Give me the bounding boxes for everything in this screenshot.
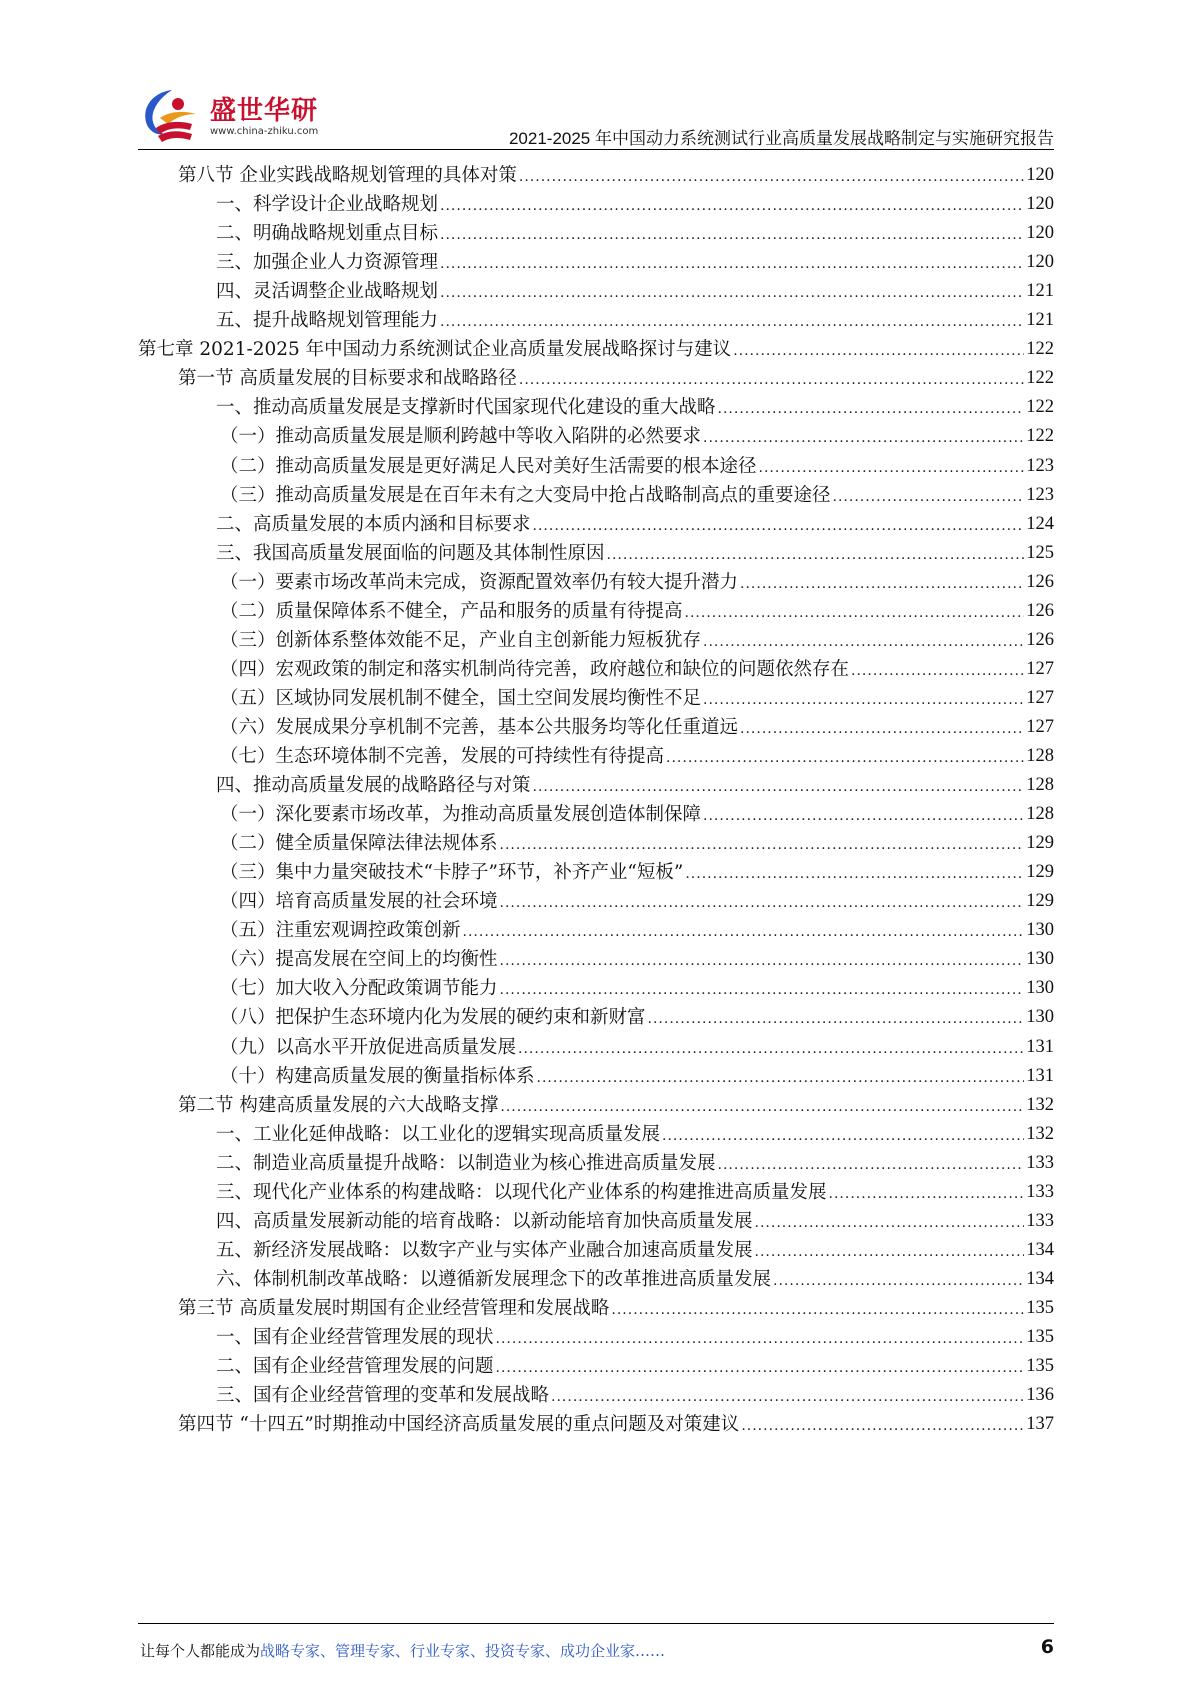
toc-leader-dots [740,712,1024,743]
toc-leader-dots [703,421,1024,452]
toc-leader-dots [703,799,1024,830]
toc-leader-dots [851,654,1024,685]
toc-entry-page: 126 [1026,571,1054,592]
toc-entry[interactable] [216,247,1054,278]
page-header [0,0,1191,150]
toc-leader-dots [440,218,1024,249]
toc-entry[interactable] [220,1061,1054,1092]
toc-entry-label: （九）以高水平开放促进高质量发展 [220,1036,517,1058]
toc-entry-label: （七）加大收入分配政策调节能力 [220,978,498,1000]
toc-entry-page: 135 [1026,1297,1054,1318]
toc-leader-dots [685,596,1025,627]
toc-entry-page: 120 [1026,194,1054,215]
toc-entry-page: 127 [1026,658,1054,679]
toc-entry-label: 三、我国高质量发展面临的问题及其体制性原因 [216,542,605,564]
toc-entry[interactable] [216,276,1054,307]
toc-entry-label: 二、国有企业经营管理发展的问题 [216,1356,494,1378]
toc-entry-label: （八）把保护生态环境内化为发展的硬约束和新财富 [220,1007,646,1029]
toc-entry-label: 四、推动高质量发展的战略路径与对策 [216,775,531,797]
toc-entry-label: 四、高质量发展新动能的培育战略：以新动能培育加快高质量发展 [216,1210,753,1232]
toc-entry[interactable] [220,683,1054,714]
toc-leader-dots [685,857,1024,888]
toc-entry-page: 136 [1026,1385,1054,1406]
toc-entry-label: 二、高质量发展的本质内涵和目标要求 [216,513,531,535]
toc-entry-page: 131 [1026,1065,1054,1086]
toc-leader-dots [533,770,1025,801]
toc-entry-label: 一、科学设计企业战略规划 [216,194,439,216]
toc-entry-label: （五）区域协同发展机制不健全，国土空间发展均衡性不足 [220,687,702,709]
toc-entry[interactable] [178,1409,1054,1440]
toc-leader-dots [440,247,1024,278]
toc-entry[interactable] [220,480,1054,511]
toc-leader-dots [662,1119,1024,1150]
toc-entry-label: 五、提升战略规划管理能力 [216,310,439,332]
toc-entry-page: 130 [1026,920,1054,941]
toc-entry[interactable] [220,451,1054,482]
toc-entry-page: 130 [1026,1007,1054,1028]
toc-entry-label: 一、国有企业经营管理发展的现状 [216,1327,494,1348]
toc-entry-label: （四）培育高质量发展的社会环境 [220,891,498,913]
toc-entry-page: 127 [1026,687,1054,708]
toc-entry[interactable] [216,1322,1054,1353]
toc-leader-dots [440,189,1024,220]
toc-entry-label: （六）发展成果分享机制不完善，基本公共服务均等化任重道远 [220,716,739,738]
toc-entry-page: 135 [1026,1327,1054,1347]
logo-url: www.china-zhiku.com [210,126,319,137]
toc-entry-label: 四、灵活调整企业战略规划 [216,281,439,303]
toc-entry-page: 133 [1026,1210,1054,1231]
toc-entry-page: 126 [1026,629,1054,650]
toc-entry[interactable] [220,654,1054,685]
toc-leader-dots [519,363,1024,394]
toc-entry-label: 第七章 2021-2025 年中国动力系统测试企业高质量发展战略探讨与建议 [138,339,732,361]
toc-entry-label: （一）要素市场改革尚未完成，资源配置效率仍有较大提升潜力 [220,571,739,593]
toc-entry[interactable] [220,886,1054,917]
toc-entry-page: 123 [1026,484,1054,505]
toc-entry-page: 134 [1026,1239,1054,1260]
toc-entry-label: （二）质量保障体系不健全，产品和服务的质量有待提高 [220,600,683,622]
toc-entry-page: 121 [1026,281,1054,302]
toc-leader-dots [537,1061,1025,1092]
toc-entry-page: 130 [1026,978,1054,999]
toc-leader-dots [773,1264,1024,1295]
toc-entry-label: （一）深化要素市场改革，为推动高质量发展创造体制保障 [220,804,702,826]
toc-leader-dots [718,392,1025,423]
toc-entry-page: 133 [1026,1152,1054,1173]
toc-entry-label: 二、明确战略规划重点目标 [216,223,439,245]
toc-leader-dots [733,334,1024,365]
toc-entry-page: 120 [1026,252,1054,273]
toc-entry-page: 129 [1026,862,1054,883]
toc-entry-page: 128 [1026,746,1054,766]
toc-entry[interactable] [220,712,1054,743]
toc-entry-label: 第八节 企业实践战略规划管理的具体对策 [178,165,517,186]
toc-entry[interactable] [220,944,1054,975]
logo-emblem-icon [138,84,208,148]
page-number: 6 [1040,1636,1054,1658]
toc-entry[interactable] [216,189,1054,220]
toc-entry-page: 128 [1026,775,1054,796]
toc-entry[interactable] [216,218,1054,249]
toc-leader-dots [759,451,1025,482]
toc-entry-label: 六、体制机制改革战略：以遵循新发展理念下的改革推进高质量发展 [216,1268,772,1290]
toc-entry-page: 134 [1026,1268,1054,1289]
toc-leader-dots [607,538,1025,569]
toc-leader-dots [741,1409,1024,1440]
toc-entry[interactable] [178,160,1054,191]
toc-entry[interactable] [216,1119,1054,1150]
toc-entry-page: 124 [1026,513,1054,534]
toc-entry-page: 122 [1026,397,1054,418]
toc-leader-dots [718,1148,1025,1179]
toc-leader-dots [496,1322,1025,1353]
toc-entry[interactable] [220,596,1054,627]
toc-entry-label: （三）集中力量突破技术“卡脖子”环节，补齐产业“短板” [220,862,684,884]
toc-leader-dots [518,1032,1024,1063]
toc-entry-page: 129 [1026,891,1054,912]
toc-entry-page: 123 [1026,455,1054,476]
toc-entry-label: （三）创新体系整体效能不足，产业自主创新能力短板犹存 [220,629,702,651]
toc-entry-label: 第一节 高质量发展的目标要求和战略路径 [178,368,517,390]
toc-entry[interactable] [216,1148,1054,1179]
toc-entry[interactable] [216,305,1054,336]
toc-entry-page: 122 [1026,368,1054,389]
toc-entry-label: （十）构建高质量发展的衡量指标体系 [220,1065,535,1087]
toc-leader-dots [755,1235,1025,1266]
toc-leader-dots [611,1293,1024,1324]
toc-entry-page: 128 [1026,804,1054,825]
toc-entry[interactable] [216,1177,1054,1208]
toc-entry-label: 三、国有企业经营管理的变革和发展战略 [216,1385,550,1407]
toc-leader-dots [703,683,1024,714]
toc-entry[interactable] [220,915,1054,946]
toc-entry-label: （一）推动高质量发展是顺利跨越中等收入陷阱的必然要求 [220,426,702,448]
toc-entry[interactable] [220,1002,1054,1033]
toc-leader-dots [500,886,1025,917]
toc-entry[interactable] [220,799,1054,830]
toc-entry-label: 三、加强企业人力资源管理 [216,252,439,274]
toc-entry[interactable] [216,1380,1054,1411]
toc-leader-dots [533,509,1025,540]
toc-leader-dots [829,1177,1025,1208]
toc-entry[interactable] [216,1351,1054,1382]
toc-entry-page: 129 [1026,833,1054,854]
toc-entry[interactable] [216,770,1054,801]
toc-leader-dots [703,625,1024,656]
toc-entry-label: 二、制造业高质量提升战略：以制造业为核心推进高质量发展 [216,1152,716,1174]
toc-leader-dots [519,160,1024,191]
toc-entry-label: （六）提高发展在空间上的均衡性 [220,949,498,971]
toc-entry-label: 第二节 构建高质量发展的六大战略支撑 [178,1094,499,1116]
toc-entry[interactable] [138,334,1054,365]
toc-leader-dots [833,480,1025,511]
toc-entry[interactable] [216,1206,1054,1237]
toc-entry[interactable] [178,1293,1054,1324]
toc-entry-label: （二）推动高质量发展是更好满足人民对美好生活需要的根本途径 [220,455,757,477]
toc-entry-page: 122 [1026,426,1054,447]
toc-entry[interactable] [216,538,1054,569]
toc-leader-dots [496,1351,1025,1382]
toc-entry-page: 120 [1026,165,1054,185]
toc-leader-dots [440,305,1024,336]
toc-entry-label: （五）注重宏观调控政策创新 [220,920,461,942]
toc-entry[interactable] [216,509,1054,540]
toc-entry-label: 一、推动高质量发展是支撑新时代国家现代化建设的重大战略 [216,397,716,419]
toc-entry[interactable] [220,567,1054,598]
toc-entry[interactable] [216,1235,1054,1266]
toc-entry-label: 第四节 “十四五”时期推动中国经济高质量发展的重点问题及对策建议 [178,1414,740,1436]
toc-leader-dots [755,1206,1025,1237]
toc-leader-dots [666,741,1024,772]
toc-entry-page: 135 [1026,1356,1054,1377]
toc-entry-page: 133 [1026,1181,1054,1202]
toc-entry[interactable] [220,973,1054,1004]
toc-entry[interactable] [220,741,1054,772]
toc-leader-dots [551,1380,1024,1411]
toc-entry-page: 132 [1026,1094,1054,1115]
toc-entry-page: 130 [1026,949,1054,970]
toc-entry[interactable] [178,1090,1054,1121]
toc-entry-page: 127 [1026,716,1054,737]
footer-slogan [140,1640,665,1661]
report-title: 2021-2025 年中国动力系统测试行业高质量发展战略制定与实施研究报告 [508,129,1054,148]
toc-entry-page: 125 [1026,542,1054,563]
toc-leader-dots [463,915,1025,946]
footer-slogan-highlight: 战略专家、管理专家、行业专家、投资专家、成功企业家…… [260,1642,666,1660]
toc-entry-page: 122 [1026,339,1054,360]
toc-entry-label: 三、现代化产业体系的构建战略：以现代化产业体系的构建推进高质量发展 [216,1181,827,1203]
toc-entry-page: 120 [1026,223,1054,244]
toc-entry[interactable] [220,1032,1054,1063]
toc-entry-page: 137 [1026,1414,1054,1435]
toc-entry[interactable] [220,828,1054,859]
toc-entry-label: 一、工业化延伸战略：以工业化的逻辑实现高质量发展 [216,1123,661,1145]
toc-leader-dots [500,1090,1024,1121]
toc-entry-label: （七）生态环境体制不完善，发展的可持续性有待提高 [220,746,665,767]
toc-leader-dots [500,828,1025,859]
toc-entry-label: 五、新经济发展战略：以数字产业与实体产业融合加速高质量发展 [216,1239,753,1261]
company-logo [138,84,318,148]
toc-entry-page: 126 [1026,600,1054,621]
toc-entry-page: 131 [1026,1036,1054,1057]
toc-entry-label: 第三节 高质量发展时期国有企业经营管理和发展战略 [178,1297,610,1319]
toc-leader-dots [440,276,1024,307]
toc-entry[interactable] [220,625,1054,656]
toc-leader-dots [648,1002,1025,1033]
toc-entry[interactable] [216,1264,1054,1295]
toc-entry[interactable] [216,392,1054,423]
toc-leader-dots [500,944,1025,975]
toc-leader-dots [500,973,1025,1004]
toc-entry-label: （四）宏观政策的制定和落实机制尚待完善，政府越位和缺位的问题依然存在 [220,658,850,680]
footer-divider [138,1623,1054,1624]
header-divider [138,149,1054,150]
toc-entry-label: （二）健全质量保障法律法规体系 [220,833,498,855]
toc-entry[interactable] [178,363,1054,394]
toc-entry-page: 132 [1026,1123,1054,1144]
logo-name: 盛世华研 [210,96,319,126]
toc-entry[interactable] [220,421,1054,452]
toc-entry-page: 121 [1026,310,1054,331]
footer-slogan-prefix: 让每个人都能成为 [140,1642,261,1660]
toc-entry-label: （三）推动高质量发展是在百年未有之大变局中抢占战略制高点的重要途径 [220,484,831,506]
toc-entry[interactable] [220,857,1054,888]
toc-leader-dots [740,567,1024,598]
